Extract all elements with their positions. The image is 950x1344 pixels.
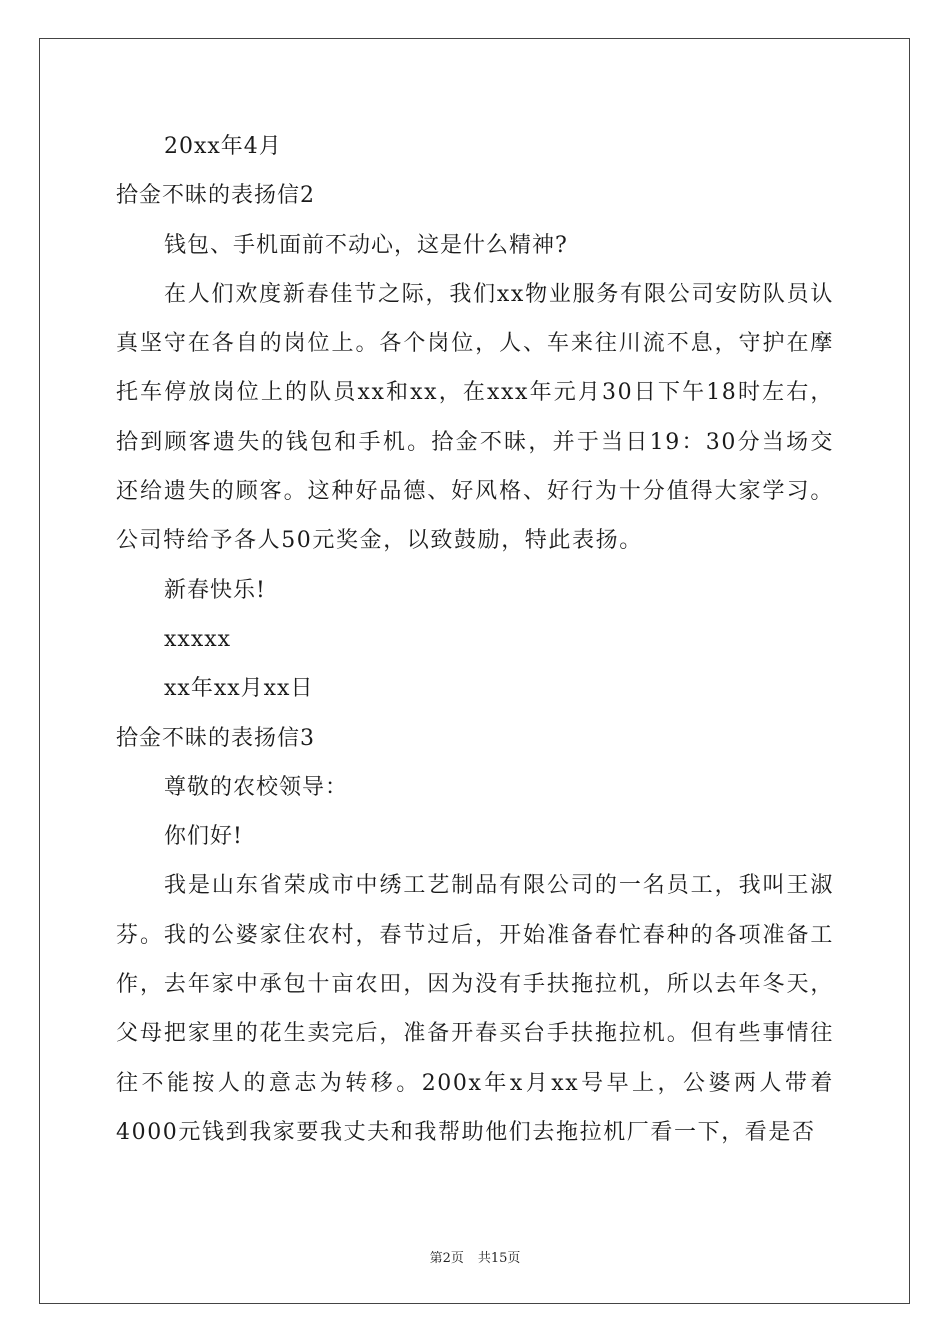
salutation-line: 尊敬的农校领导： [164, 774, 349, 800]
body-paragraph: 我是山东省荣成市中绣工艺制品有限公司的一名员工，我叫王淑芬。我的公婆家住农村，春节过后，开始准备春忙春种的各项准备工作，去年家中承包十亩农田，因为没有手扶拖拉机，所以去年冬天，父母把家里的花生卖完后，准备开春买台手扶拖拉机。但有些事情往往不能按人的意志为转移。200x年x月xx号早上，公婆两人带着4000元钱到我家要我丈夫和我帮助他们去拖拉机厂看一下，看是否 [116, 873, 834, 1145]
page-total: 共15页 [477, 1251, 521, 1266]
page-number: 第2页 [429, 1251, 464, 1266]
document-body [116, 122, 834, 1157]
section-heading: 拾金不昧的表扬信3 [116, 725, 315, 751]
page-footer [0, 1247, 950, 1266]
date-line: xx年xx月xx日 [164, 676, 314, 702]
section-heading: 拾金不昧的表扬信2 [116, 183, 315, 209]
body-paragraph: 在人们欢度新春佳节之际，我们xx物业服务有限公司安防队员认真坚守在各自的岗位上。各个岗位，人、车来往川流不息，守护在摩托车停放岗位上的队员xx和xx，在xxx年元月30日下午18时左右，拾到顾客遗失的钱包和手机。拾金不昧，并于当日19：30分当场交还给遗失的顾客。这种好品德、好风格、好行为十分值得大家学习。公司特给予各人50元奖金，以致鼓励，特此表扬。 [116, 281, 834, 554]
hello-line: 你们好! [164, 824, 243, 850]
date-line: 20xx年4月 [164, 134, 282, 159]
greeting-line: 新春快乐! [164, 577, 266, 603]
signature-line: xxxxx [164, 626, 232, 652]
question-line: 钱包、手机面前不动心，这是什么精神? [164, 232, 568, 258]
